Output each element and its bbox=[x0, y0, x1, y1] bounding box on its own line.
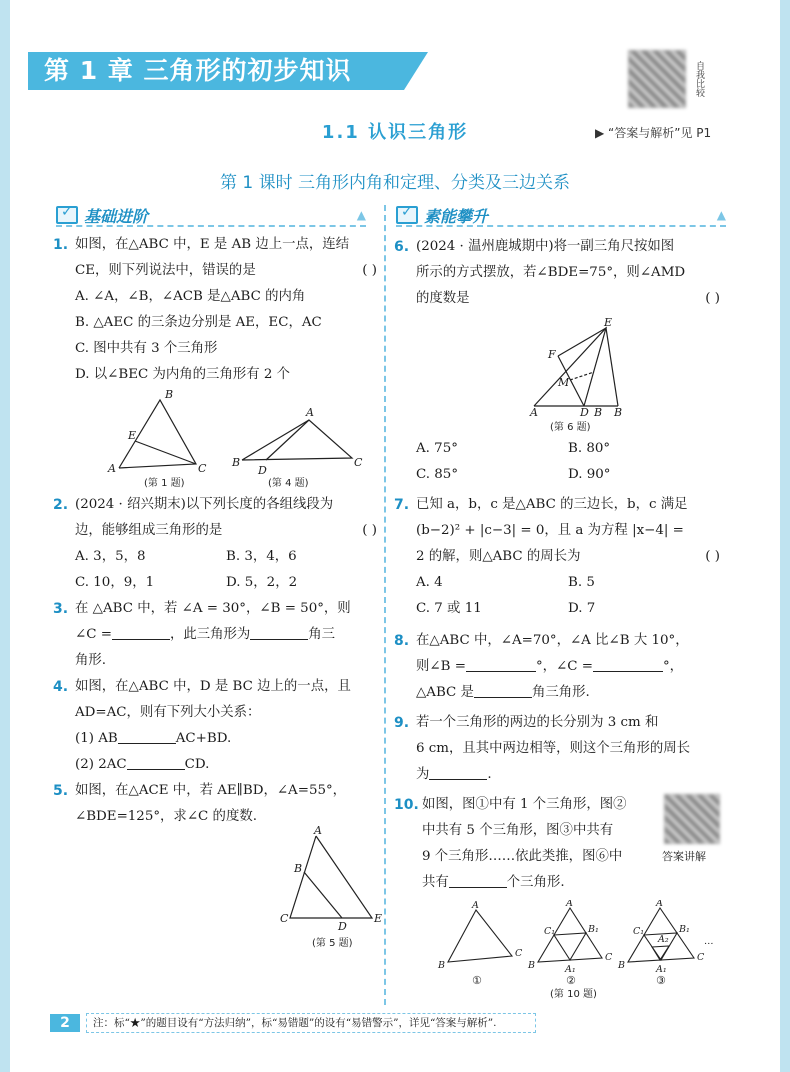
fig10-mark-2: ② bbox=[566, 974, 576, 987]
option-c[interactable]: C. 10，9，1 bbox=[75, 575, 155, 590]
answer-blank[interactable] bbox=[127, 754, 185, 770]
fig5-label-a: A bbox=[314, 826, 322, 837]
svg-text:A: A bbox=[566, 900, 573, 909]
figure-5 bbox=[268, 826, 384, 956]
question-number: 7. bbox=[394, 497, 410, 513]
book-icon bbox=[396, 206, 418, 224]
question-text: 2 的解，则△ABC 的周长为 bbox=[416, 549, 581, 564]
option-c[interactable]: C. 图中共有 3 个三角形 bbox=[75, 341, 218, 356]
left-heading-label: 基础进阶 bbox=[84, 206, 149, 226]
fig5-caption: (第 5 题) bbox=[312, 938, 353, 949]
qr-caption: 答案讲解 bbox=[662, 850, 706, 863]
question-2 bbox=[53, 492, 377, 596]
fig1-label-b: B bbox=[165, 388, 174, 401]
qr-tag-label: 自我比较 bbox=[694, 61, 704, 97]
fig4-caption: (第 4 题) bbox=[268, 478, 309, 489]
question-10 bbox=[394, 792, 662, 896]
question-text: 为 bbox=[416, 767, 430, 782]
option-b[interactable]: B. 5 bbox=[568, 575, 595, 590]
column-divider bbox=[384, 205, 386, 1005]
page-number: 2 bbox=[50, 1014, 80, 1032]
question-text: 在△ABC 中，∠A=70°，∠A 比∠B 大 10°， bbox=[416, 633, 689, 648]
option-b[interactable]: B. △AEC 的三条边分别是 AE，EC，AC bbox=[75, 315, 322, 330]
question-text: 已知 a，b，c 是△ABC 的三边长，b，c 满足 bbox=[416, 497, 688, 512]
fig4-segment-ad bbox=[266, 420, 309, 460]
lesson-title: 第 1 课时 三角形内角和定理、分类及三边关系 bbox=[219, 173, 571, 193]
fig6-label-a: A bbox=[530, 406, 538, 419]
fig5-label-d: D bbox=[338, 920, 347, 933]
figure-10 bbox=[420, 900, 725, 1000]
option-a[interactable]: A. 75° bbox=[416, 441, 458, 456]
answer-blank[interactable] bbox=[449, 872, 507, 888]
question-text: (2) 2AC bbox=[75, 757, 127, 772]
svg-text:C: C bbox=[605, 952, 613, 963]
fig6-label-b: B bbox=[594, 406, 603, 419]
question-5 bbox=[53, 778, 377, 830]
question-text: 则∠B = bbox=[416, 659, 466, 674]
question-text: °，∠C = bbox=[535, 659, 593, 674]
option-d[interactable]: D. 以∠BEC 为内角的三角形有 2 个 bbox=[75, 367, 291, 382]
svg-text:B: B bbox=[618, 960, 625, 971]
svg-text:C₁: C₁ bbox=[544, 926, 556, 937]
question-text: . bbox=[487, 767, 492, 782]
qr-code-icon[interactable] bbox=[664, 794, 720, 844]
right-column-heading bbox=[396, 205, 726, 227]
question-number: 10. bbox=[394, 797, 419, 813]
fig6-label-f: F bbox=[548, 348, 556, 361]
question-text: AD=AC，则有下列大小关系： bbox=[75, 705, 261, 720]
question-text: (b−2)² + |c−3| = 0，且 a 为方程 |x−4| = bbox=[416, 523, 684, 538]
svg-text:A₁: A₁ bbox=[656, 964, 667, 975]
question-9 bbox=[394, 710, 720, 788]
question-number: 3. bbox=[53, 601, 69, 617]
svg-text:B: B bbox=[438, 960, 445, 971]
question-text: (1) AB bbox=[75, 731, 118, 746]
question-text: CD. bbox=[184, 757, 210, 772]
question-text: 边，能够组成三角形的是 bbox=[75, 523, 223, 538]
question-text: 如图，在△ACE 中，若 AE∥BD，∠A=55°， bbox=[75, 783, 347, 798]
question-text: ，此三角形为 bbox=[169, 627, 251, 642]
answer-blank[interactable] bbox=[429, 764, 487, 780]
question-text: 在 △ABC 中，若 ∠A = 30°，∠B = 50°，则 bbox=[75, 601, 351, 616]
question-text: △ABC 是 bbox=[416, 685, 474, 700]
question-text: 共有 bbox=[422, 875, 449, 890]
question-text: CE，则下列说法中，错误的是 bbox=[75, 263, 256, 278]
fig4-label-d: D bbox=[258, 464, 267, 477]
checklist-icon bbox=[56, 206, 78, 224]
fig10-caption: (第 10 题) bbox=[550, 989, 597, 1000]
question-text: (2024 · 绍兴期末)以下列长度的各组线段为 bbox=[75, 497, 334, 512]
answer-blank[interactable] bbox=[112, 624, 170, 640]
fig5-label-c: C bbox=[280, 912, 289, 925]
svg-text:C₁: C₁ bbox=[633, 926, 645, 937]
fig4-label-c: C bbox=[354, 456, 363, 469]
svg-text:A: A bbox=[656, 900, 663, 909]
fig6-caption: (第 6 题) bbox=[550, 422, 591, 433]
triangle-decor-icon: ▲ bbox=[716, 208, 726, 222]
left-column-heading bbox=[56, 205, 366, 227]
question-text: 如图，在△ABC 中，E 是 AB 边上一点，连结 bbox=[75, 237, 350, 252]
footer-note: 注：标“★”的题目设有“方法归纳”，标“易错题”的设有“易错警示”，详见“答案与解析”. bbox=[86, 1013, 536, 1033]
option-b[interactable]: B. 80° bbox=[568, 441, 611, 456]
fig6-label-m: M bbox=[558, 376, 570, 389]
question-text: °， bbox=[662, 659, 684, 674]
fig4-label-b: B bbox=[232, 456, 241, 469]
fig6-label-d: D bbox=[580, 406, 589, 419]
option-c[interactable]: C. 7 或 11 bbox=[416, 601, 482, 616]
fig10-mark-1: ① bbox=[472, 974, 482, 987]
left-margin-strip bbox=[0, 0, 10, 1072]
fig6-label-e: E bbox=[604, 316, 613, 329]
option-c[interactable]: C. 85° bbox=[416, 467, 459, 482]
question-1 bbox=[53, 232, 377, 388]
fig1-label-e: E bbox=[128, 429, 137, 442]
question-text: 中共有 5 个三角形，图③中共有 bbox=[422, 823, 614, 838]
question-text: 若一个三角形的两边的长分别为 3 cm 和 bbox=[416, 715, 659, 730]
question-text: 角三角形. bbox=[531, 685, 590, 700]
question-4 bbox=[53, 674, 377, 778]
question-number: 9. bbox=[394, 715, 410, 731]
question-number: 2. bbox=[53, 497, 69, 513]
fig6-triangle-abe bbox=[534, 328, 618, 406]
answer-paren[interactable]: ( ) bbox=[362, 523, 377, 538]
question-text: 的度数是 bbox=[416, 291, 470, 306]
figure-6 bbox=[522, 314, 632, 434]
fig5-label-e: E bbox=[374, 912, 383, 925]
question-text: 所示的方式摆放，若∠BDE=75°，则∠AMD bbox=[416, 265, 686, 280]
answer-blank[interactable] bbox=[250, 624, 308, 640]
question-8 bbox=[394, 628, 720, 706]
fig10-mark-3: ③ bbox=[656, 974, 666, 987]
fig1-caption: (第 1 题) bbox=[144, 478, 185, 489]
fig6-label-b2: B bbox=[614, 406, 623, 419]
page bbox=[10, 0, 780, 1072]
svg-text:C: C bbox=[515, 948, 523, 959]
svg-text:A₂: A₂ bbox=[658, 934, 669, 945]
answer-paren[interactable]: ( ) bbox=[705, 291, 720, 306]
fig5-segment-bd bbox=[304, 872, 342, 918]
answer-reference: ▶ “答案与解析”见 P1 bbox=[595, 126, 712, 140]
answer-blank[interactable] bbox=[474, 682, 532, 698]
question-6 bbox=[394, 234, 720, 312]
qr-code-icon[interactable] bbox=[628, 50, 686, 108]
question-text: AC+BD. bbox=[175, 731, 232, 746]
figure-1-and-4 bbox=[90, 386, 380, 496]
option-a[interactable]: A. 3，5，8 bbox=[75, 549, 146, 564]
question-number: 5. bbox=[53, 783, 69, 799]
fig4-label-a: A bbox=[306, 406, 314, 419]
answer-blank[interactable] bbox=[466, 656, 536, 672]
question-text: 角形. bbox=[75, 653, 107, 668]
question-text: 角三 bbox=[308, 627, 336, 642]
svg-text:C: C bbox=[697, 952, 705, 963]
svg-text:B: B bbox=[528, 960, 535, 971]
question-text: ∠C = bbox=[75, 627, 112, 642]
question-text: ∠BDE=125°，求∠C 的度数. bbox=[75, 809, 257, 824]
answer-blank[interactable] bbox=[118, 728, 176, 744]
fig1-label-a: A bbox=[108, 462, 116, 475]
option-b[interactable]: B. 3，4，6 bbox=[226, 549, 297, 564]
svg-text:B₁: B₁ bbox=[588, 924, 599, 935]
svg-text:A: A bbox=[472, 900, 479, 911]
chapter-title: 第 1 章 三角形的初步知识 bbox=[44, 56, 352, 85]
fig10-triangle-1 bbox=[448, 910, 512, 962]
option-a[interactable]: A. ∠A，∠B，∠ACB 是△ABC 的内角 bbox=[75, 289, 306, 304]
question-number: 8. bbox=[394, 633, 410, 649]
triangle-decor-icon: ▲ bbox=[356, 208, 366, 222]
svg-text:B₁: B₁ bbox=[679, 924, 690, 935]
question-text: 6 cm，且其中两边相等，则这个三角形的周长 bbox=[416, 741, 691, 756]
fig4-triangle bbox=[242, 420, 352, 460]
right-margin-strip bbox=[780, 0, 790, 1072]
option-d[interactable]: D. 5，2，2 bbox=[226, 575, 298, 590]
question-7 bbox=[394, 492, 720, 622]
question-text: 如图，在△ABC 中，D 是 BC 边上的一点，且 bbox=[75, 679, 351, 694]
fig1-label-c: C bbox=[198, 462, 207, 475]
svg-text:A₁: A₁ bbox=[565, 964, 576, 975]
answer-paren[interactable]: ( ) bbox=[705, 549, 720, 564]
question-text: (2024 · 温州鹿城期中)将一副三角尺按如图 bbox=[416, 239, 675, 254]
question-number: 6. bbox=[394, 239, 410, 255]
option-d[interactable]: D. 90° bbox=[568, 467, 611, 482]
option-d[interactable]: D. 7 bbox=[568, 601, 596, 616]
fig5-triangle bbox=[290, 836, 372, 918]
answer-paren[interactable]: ( ) bbox=[362, 263, 377, 278]
fig1-segment-ce bbox=[135, 441, 196, 464]
right-heading-label: 素能攀升 bbox=[424, 206, 489, 226]
question-number: 1. bbox=[53, 237, 69, 253]
svg-text:…: … bbox=[704, 936, 714, 947]
question-text: 9 个三角形……依此类推，图⑥中 bbox=[422, 849, 623, 864]
section-title: 1.1 认识三角形 bbox=[321, 122, 469, 143]
question-6-options bbox=[416, 436, 720, 488]
question-text: 个三角形. bbox=[506, 875, 565, 890]
question-3 bbox=[53, 596, 377, 674]
answer-blank[interactable] bbox=[593, 656, 663, 672]
question-text: 如图，图①中有 1 个三角形，图② bbox=[422, 797, 627, 812]
fig5-label-b: B bbox=[294, 862, 303, 875]
question-number: 4. bbox=[53, 679, 69, 695]
option-a[interactable]: A. 4 bbox=[416, 575, 443, 590]
